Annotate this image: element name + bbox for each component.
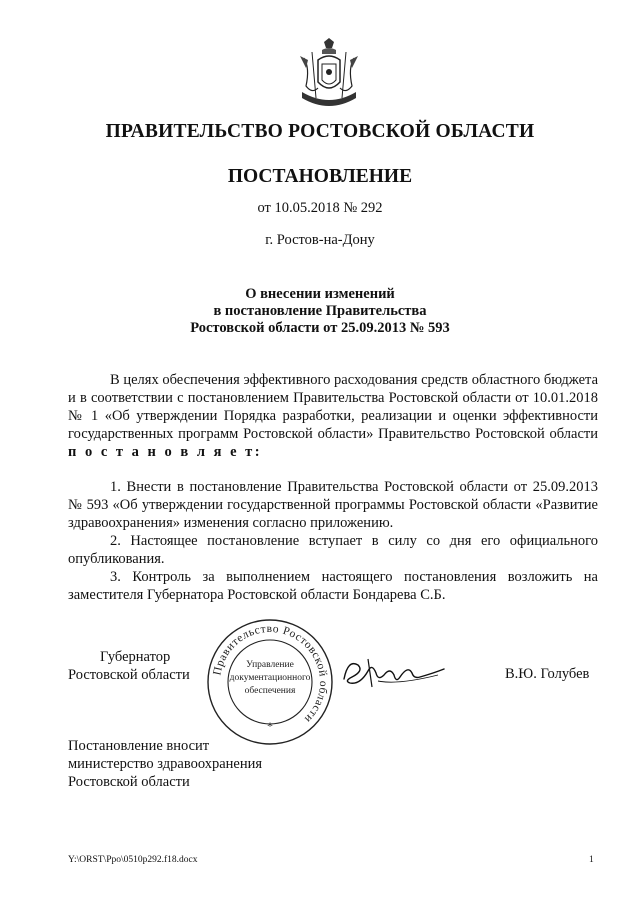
official-seal-stamp — [205, 617, 335, 747]
seal-star: * — [267, 719, 273, 733]
decree-word: п о с т а н о в л я е т: — [68, 444, 263, 460]
page-number: 1 — [589, 855, 594, 865]
coat-of-arms-emblem — [296, 38, 362, 110]
document-type: ПОСТАНОВЛЕНИЕ — [227, 166, 413, 187]
contributor-line: Ростовской области — [68, 774, 190, 790]
seal-center-line: Управление — [246, 660, 294, 670]
contributor-line: Постановление вносит — [68, 738, 210, 754]
footer-file-path: Y:\ORST\Ppo\0510p292.f18.docx — [68, 855, 198, 865]
subject-line: Ростовской области от 25.09.2013 № 593 — [190, 320, 450, 336]
decree-item: 1. Внести в постановление Правительства Ростовской области от 25.09.2013 № 593 «Об утверждении государственной программы Ростовской области «Развитие здравоохранения» изменения согласно приложению. — [68, 479, 598, 531]
contributor-line: министерство здравоохранения — [68, 756, 263, 772]
signatory-name: В.Ю. Голубев — [505, 666, 590, 682]
organization-title: ПРАВИТЕЛЬСТВО РОСТОВСКОЙ ОБЛАСТИ — [105, 121, 535, 142]
subject-line: в постановление Правительства — [213, 303, 427, 319]
document-date-number: от 10.05.2018 № 292 — [257, 200, 383, 216]
handwritten-signature — [338, 651, 448, 693]
document-subject — [0, 286, 640, 337]
signatory-title — [68, 648, 190, 684]
signatory-title-line: Губернатор — [100, 649, 171, 665]
seal-ring-text: Правительство Ростовской области — [211, 622, 330, 726]
seal-center-line: обеспечения — [244, 686, 296, 696]
contributor-block — [68, 737, 262, 791]
preamble-text: В целях обеспечения эффективного расходования средств областного бюджета и в соответствии с постановлением Правительства Ростовской области от 10.01.2018 № 1 «Об утверждении Порядка разработки, реализации и оценки эффективности государственных программ Ростовской области» Правительство Ростовской области — [68, 372, 598, 442]
document-city: г. Ростов-на-Дону — [265, 232, 375, 248]
decree-item: 2. Настоящее постановление вступает в силу со дня его официального опубликования. — [68, 533, 598, 567]
subject-line: О внесении изменений — [245, 286, 395, 302]
decree-item: 3. Контроль за выполнением настоящего постановления возложить на заместителя Губернатора Ростовской области Бондарева С.Б. — [68, 569, 598, 603]
decree-items — [68, 478, 598, 604]
signatory-title-line: Ростовской области — [68, 667, 190, 683]
preamble-paragraph — [68, 371, 598, 461]
seal-center-line: документационного — [229, 673, 311, 683]
